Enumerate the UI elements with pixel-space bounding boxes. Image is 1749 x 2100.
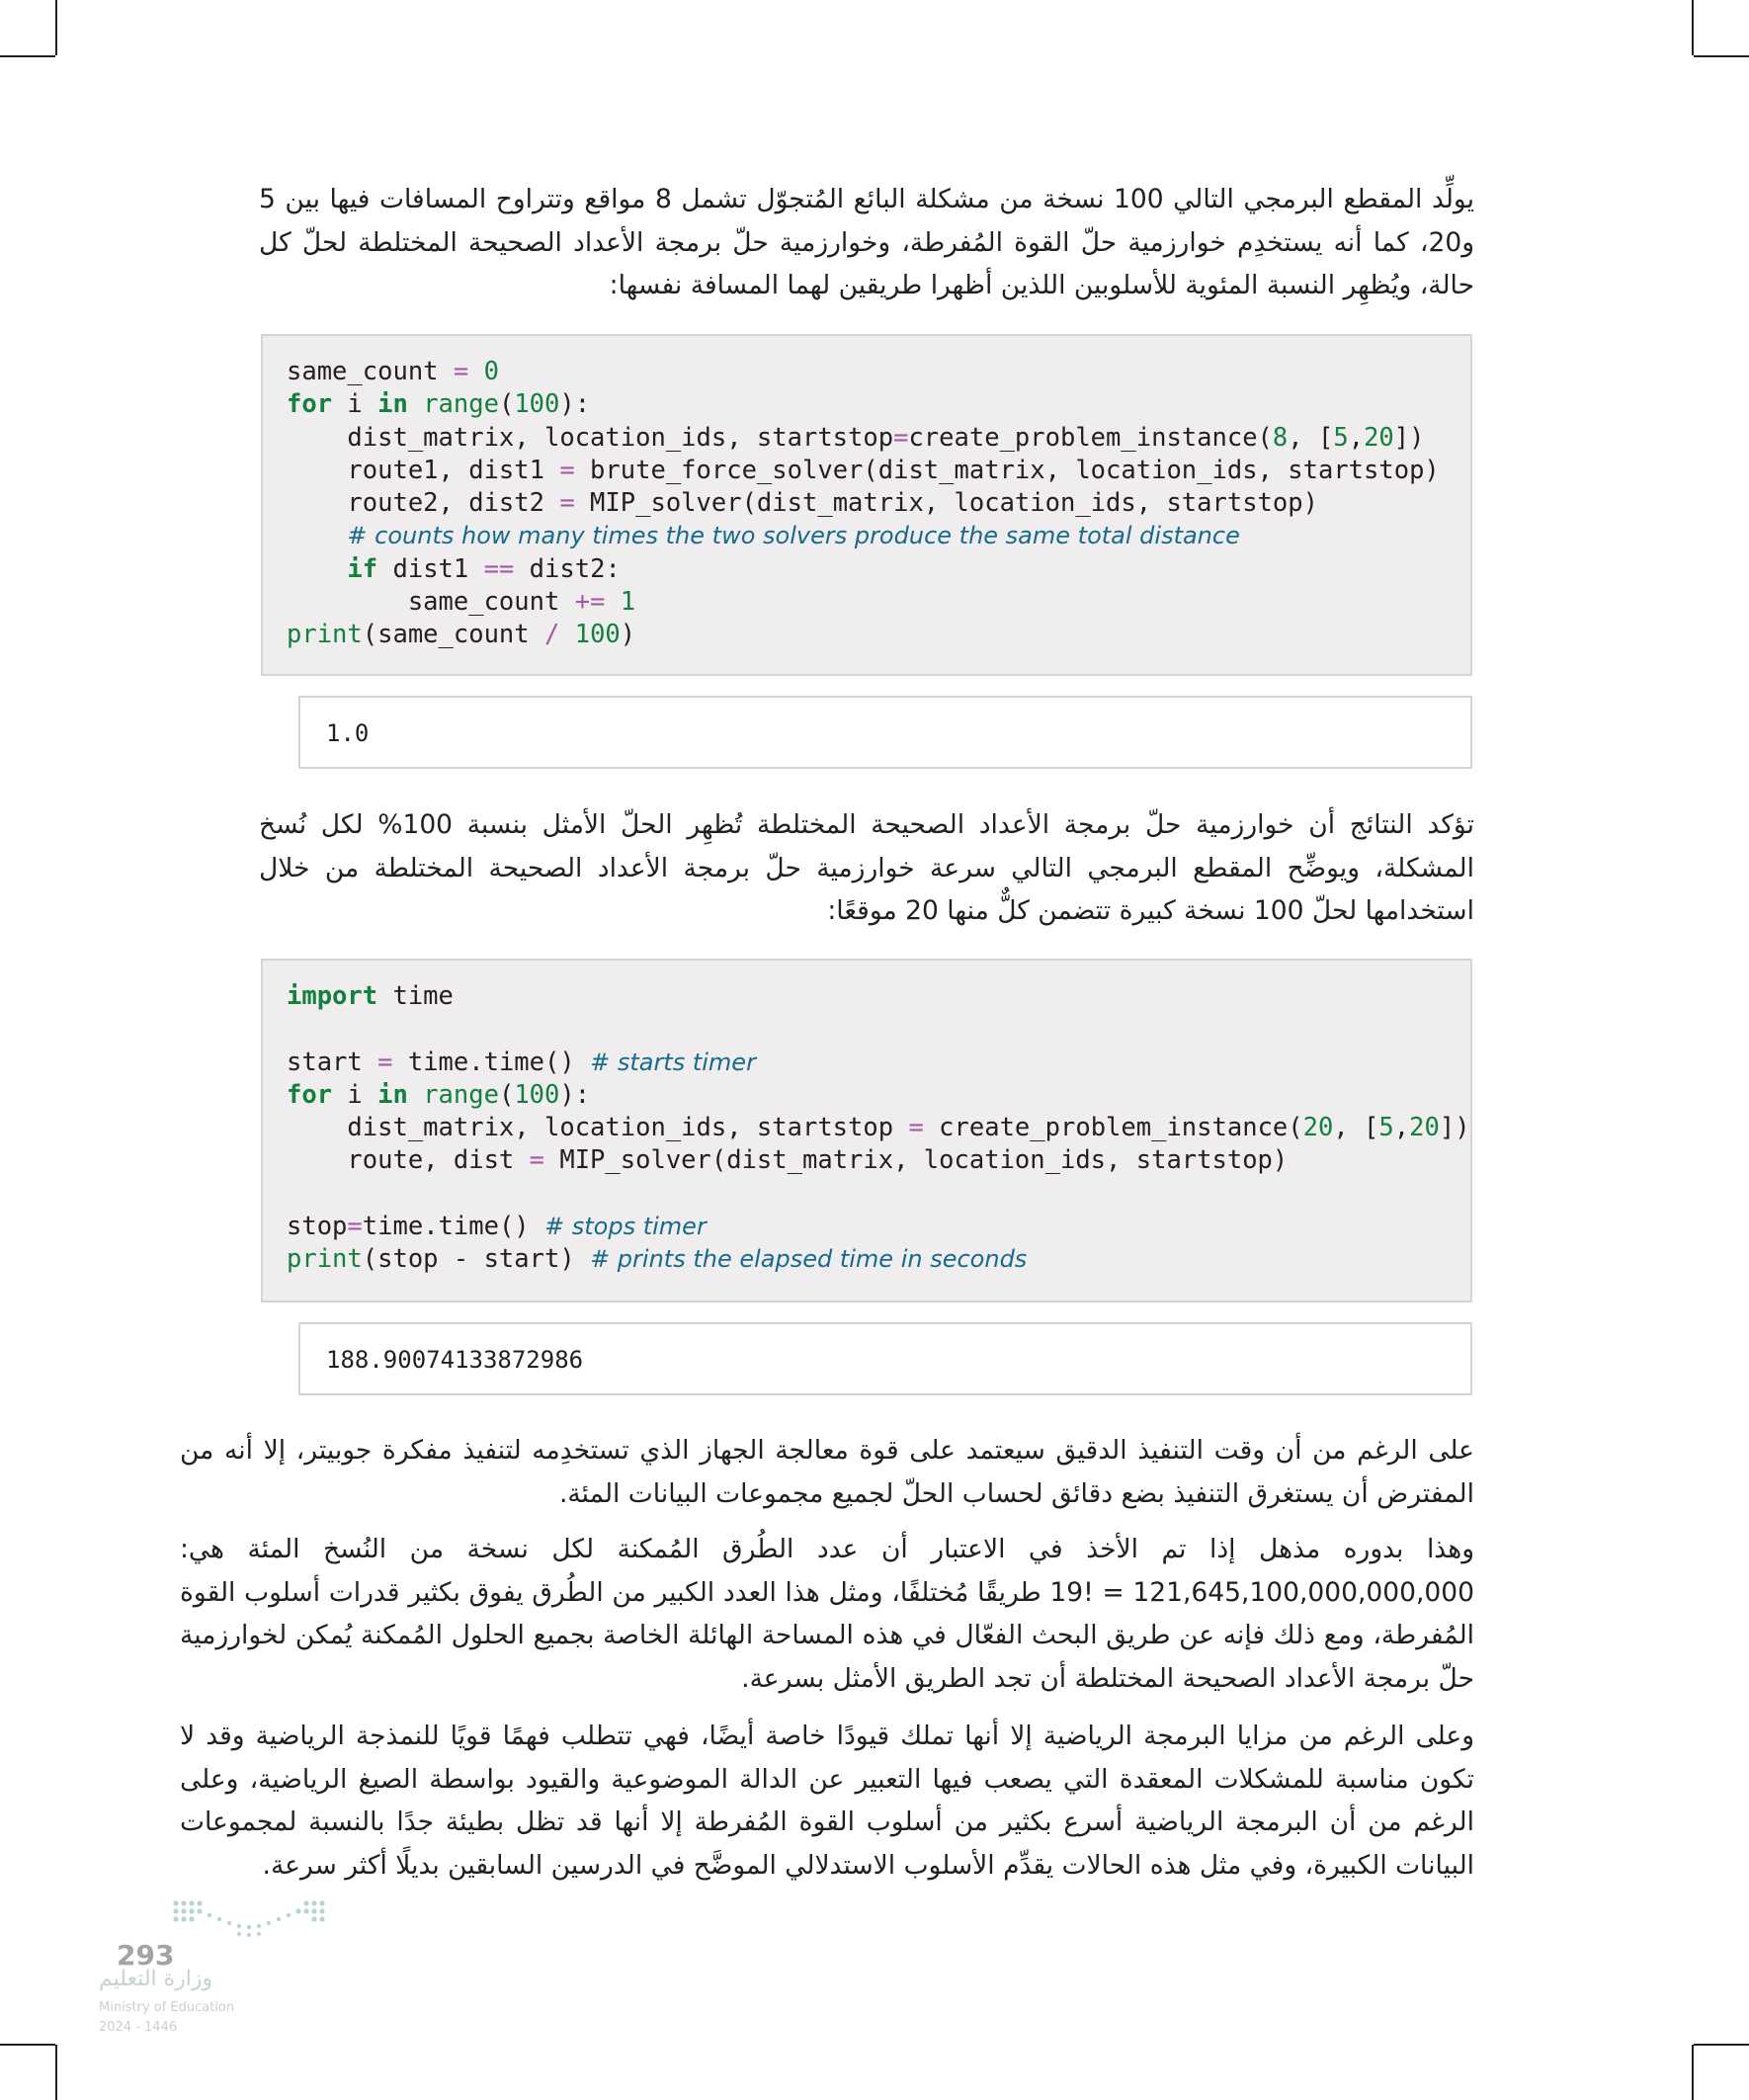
paragraph-execution-time: على الرغم من أن وقت التنفيذ الدقيق سيعتمد على قوة معالجة الجهاز الذي تستخدِمه لتنفيذ مفكرة جوبيتر، إلا أنه من المفترض أن يستغرق التنفيذ بضع دقائق لحساب الحلّ لجميع مجموعات البيانات المئة. bbox=[180, 1435, 1474, 1509]
crop-mark bbox=[1694, 55, 1749, 57]
output-box-timing bbox=[298, 1322, 1472, 1395]
output-value: 188.90074133872986 bbox=[326, 1346, 584, 1374]
crop-mark bbox=[55, 0, 57, 55]
edition-year: 2024 - 1446 bbox=[99, 2020, 178, 2035]
crop-mark bbox=[1694, 2044, 1749, 2046]
code-text: import time start = time.time() # starts timer for i in range(100): dist_matrix, location_ids, startstop = create_problem_instance(20, [5,20]) route, dist = MIP_solver(dist_matrix, location_ids, startstop) stop=time.time() # stops timer print(stop - start) # prints the elapsed time in seconds bbox=[287, 981, 1470, 1275]
output-box-accuracy bbox=[298, 696, 1472, 769]
crop-mark bbox=[0, 2044, 55, 2046]
code-block-timing bbox=[261, 959, 1472, 1302]
crop-mark bbox=[0, 55, 55, 57]
output-value: 1.0 bbox=[326, 719, 370, 747]
code-block-accuracy bbox=[261, 334, 1472, 676]
crop-mark bbox=[55, 2045, 57, 2100]
crop-mark bbox=[1692, 2045, 1694, 2100]
paragraph-intro: يولِّد المقطع البرمجي التالي 100 نسخة من مشكلة البائع المُتجوّل تشمل 8 مواقع وتتراوح المسافات فيها بين 5 و20، كما أنه يستخدِم خوارزمية حلّ القوة المُفرطة، وخوارزمية حلّ برمجة الأعداد الصحيحة المختلطة لحلّ كل حالة، ويُظهِر النسبة المئوية للأسلوبين اللذين أظهرا طريقين لهما المسافة نفسها: bbox=[259, 184, 1475, 300]
ministry-name-arabic: وزارة التعليم bbox=[99, 1967, 213, 1991]
ministry-logo-icon bbox=[170, 1897, 328, 1941]
paragraph-possible-routes: وهذا بدوره مذهل إذا تم الأخذ في الاعتبار أن عدد الطُرق المُمكنة لكل نسخة من النُسخ المئة هي: 121,645,100,000,000,000 = !19 طريقًا مُختلفًا، ومثل هذا العدد الكبير من الطُرق يفوق بكثير قدرات أسلوب القوة المُفرطة، ومع ذلك فإنه عن طريق البحث الفعّال في هذه المساحة الهائلة الخاصة بجميع الحلول المُمكنة يُمكن لخوارزمية حلّ برمجة الأعداد الصحيحة المختلطة أن تجد الطريق الأمثل بسرعة. bbox=[180, 1534, 1474, 1694]
paragraph-results: تؤكد النتائج أن خوارزمية حلّ برمجة الأعداد الصحيحة المختلطة تُظهِر الحلّ الأمثل بنسبة 100% لكل نُسخ المشكلة، ويوضِّح المقطع البرمجي التالي سرعة خوارزمية حلّ برمجة الأعداد الصحيحة المختلطة من خلال استخدامها لحلّ 100 نسخة كبيرة تتضمن كلٌّ منها 20 موقعًا: bbox=[259, 809, 1474, 926]
code-text: same_count = 0 for i in range(100): dist_matrix, location_ids, startstop=create_problem_instance(8, [5,20]) route1, dist1 = brute_force_solver(dist_matrix, location_ids, startstop) route2, dist2 = MIP_solver(dist_matrix, location_ids, startstop) # counts how many times the two solvers produce the same total distance if dist1 == dist2: same_count += 1 print(same_count / 100) bbox=[287, 357, 1440, 650]
ministry-name-english: Ministry of Education bbox=[99, 2000, 235, 2015]
page-number: 293 bbox=[117, 1939, 175, 1972]
crop-mark bbox=[1692, 0, 1694, 55]
paragraph-limitations: وعلى الرغم من مزايا البرمجة الرياضية إلا أنها تملك قيودًا خاصة أيضًا، فهي تتطلب فهمًا قويًا للنمذجة الرياضية وقد لا تكون مناسبة للمشكلات المعقدة التي يصعب فيها التعبير عن الدالة الموضوعية والقيود بواسطة الصيغ الرياضية، وعلى الرغم من أن البرمجة الرياضية أسرع بكثير من أسلوب القوة المُفرطة إلا أنها قد تظل بطيئة جدًا بالنسبة لمجموعات البيانات الكبيرة، وفي مثل هذه الحالات يقدِّم الأسلوب الاستدلالي الموضَّح في الدرسين السابقين بديلًا أكثر سرعة. bbox=[180, 1721, 1474, 1881]
